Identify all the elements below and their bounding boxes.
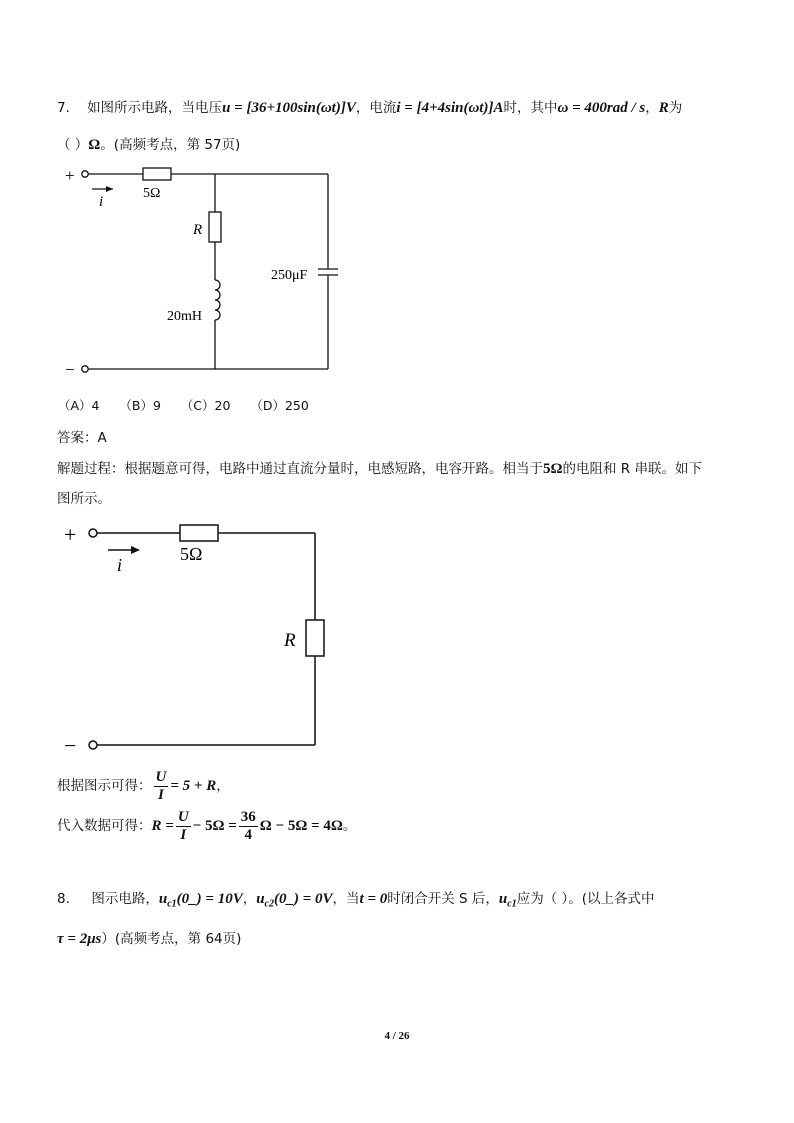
q8-stem-d: 应为（ ）。(以上各式中 xyxy=(516,891,655,907)
q7-omega-expression: ω = 400rad / s xyxy=(557,100,646,116)
c2-resistor-r-label: R xyxy=(284,630,296,651)
q8-uc2-symbol: u xyxy=(256,891,265,907)
eq2-tail: 。 xyxy=(342,818,357,834)
q7-circuit-diagram xyxy=(55,162,395,377)
q8-t-expression: t = 0 xyxy=(359,891,388,907)
q7-reference: 。(高频考点，第 57页) xyxy=(100,137,241,153)
q7-unit: Ω xyxy=(88,137,101,153)
q7-voltage-expression: u = [36+100sin(ωt)]V xyxy=(222,100,356,116)
c2-plus-terminal: + xyxy=(64,522,77,547)
q7-answer-blank: （ ） xyxy=(57,137,89,153)
q7-solution-line-2: 图所示。 xyxy=(57,491,111,507)
eq1-rhs: = 5 + R xyxy=(170,778,217,794)
q7-current-expression: i = [4+4sin(ωt)]A xyxy=(396,100,504,116)
q7-options xyxy=(58,396,309,416)
q8-stem-c: 时闭合开关 S 后， xyxy=(387,891,499,907)
c1-resistor-r-label: R xyxy=(193,222,203,238)
q7-option-b: （B）9 xyxy=(119,398,161,413)
q8-tau-expression: τ = 2μs xyxy=(57,931,102,947)
q7-r-symbol: R xyxy=(658,100,669,116)
q7-solution-resistor: 5Ω xyxy=(543,461,563,477)
eq2-lhs: R = xyxy=(151,818,174,834)
q7-stem-b: ，电流 xyxy=(355,100,397,116)
eq1-label: 根据图示可得： xyxy=(57,778,152,794)
c1-series-resistor-label: 5Ω xyxy=(143,186,161,201)
eq2-rhs: Ω − 5Ω = 4Ω xyxy=(259,818,343,834)
q7-solution-text-c: 的电阻和 R 串联。如下 xyxy=(562,461,702,477)
q8-stem-a: 图示电路， xyxy=(91,891,159,907)
q8-number: 8. xyxy=(57,891,70,907)
q7-number: 7. xyxy=(57,100,70,116)
eq2-label: 代入数据可得： xyxy=(57,818,152,834)
q7-stem-d: ， xyxy=(645,100,659,116)
c1-inductor-label: 20mH xyxy=(167,309,202,324)
c2-current-label: i xyxy=(117,555,123,575)
q7-equivalent-circuit-diagram xyxy=(60,515,330,758)
q7-option-d: （D）250 xyxy=(250,398,309,413)
q7-equation-1 xyxy=(57,768,230,804)
q8-uc1-symbol: u xyxy=(158,891,168,907)
q8-stem-e: ）(高频考点，第 64页) xyxy=(101,931,242,947)
q7-stem-c: 时，其中 xyxy=(503,100,558,116)
eq1-fraction-numerator: U xyxy=(155,768,167,785)
eq2-fraction-2-denominator: 4 xyxy=(244,826,253,843)
c1-current-label: i xyxy=(99,194,104,210)
q7-option-c: （C）20 xyxy=(180,398,231,413)
eq2-fraction-1-denominator: I xyxy=(180,826,187,843)
c2-series-resistor-label: 5Ω xyxy=(180,544,203,564)
eq2-fraction-2-numerator: 36 xyxy=(240,808,256,825)
q8-line-1 xyxy=(57,889,655,915)
c2-minus-terminal: − xyxy=(64,733,77,758)
eq2-fraction-1 xyxy=(176,809,191,844)
q8-line-2 xyxy=(57,929,241,949)
c1-plus-terminal: + xyxy=(65,166,75,185)
q7-solution-line-1 xyxy=(57,459,702,479)
eq1-tail: ， xyxy=(216,778,230,794)
q7-line-1 xyxy=(57,98,682,118)
q8-uc1-subscript: c1 xyxy=(167,898,177,910)
c1-minus-terminal: − xyxy=(65,360,75,379)
q8-uc1-value: (0_) = 10V xyxy=(176,891,243,907)
q7-stem-e: 为 xyxy=(668,100,683,116)
page-number: 4 / 26 xyxy=(384,1030,410,1042)
eq2-middle: − 5Ω = xyxy=(192,818,237,834)
q7-answer: 答案：A xyxy=(57,430,107,446)
eq1-fraction xyxy=(154,769,169,804)
q8-uc2-value: (0_) = 0V xyxy=(274,891,333,907)
q8-stem-b: ，当 xyxy=(332,891,360,907)
c1-capacitor-label: 250μF xyxy=(271,268,308,283)
eq2-fraction-2 xyxy=(239,809,258,844)
q7-solution-text-a: 解题过程：根据题意可得，电路中通过直流分量时，电感短路，电容开路。相当于 xyxy=(57,461,543,477)
q8-uc2-subscript: c2 xyxy=(264,898,274,910)
eq1-fraction-denominator: I xyxy=(158,786,164,803)
q7-option-a: （A）4 xyxy=(58,398,100,413)
q8-uc1b-subscript: c1 xyxy=(507,898,517,910)
q7-equation-2 xyxy=(57,808,356,844)
q7-line-2 xyxy=(57,135,240,155)
q8-uc1b-symbol: u xyxy=(498,891,508,907)
eq2-fraction-1-numerator: U xyxy=(177,808,189,825)
q7-stem-a: 如图所示电路，当电压 xyxy=(87,100,223,116)
q8-separator: ， xyxy=(242,891,257,907)
